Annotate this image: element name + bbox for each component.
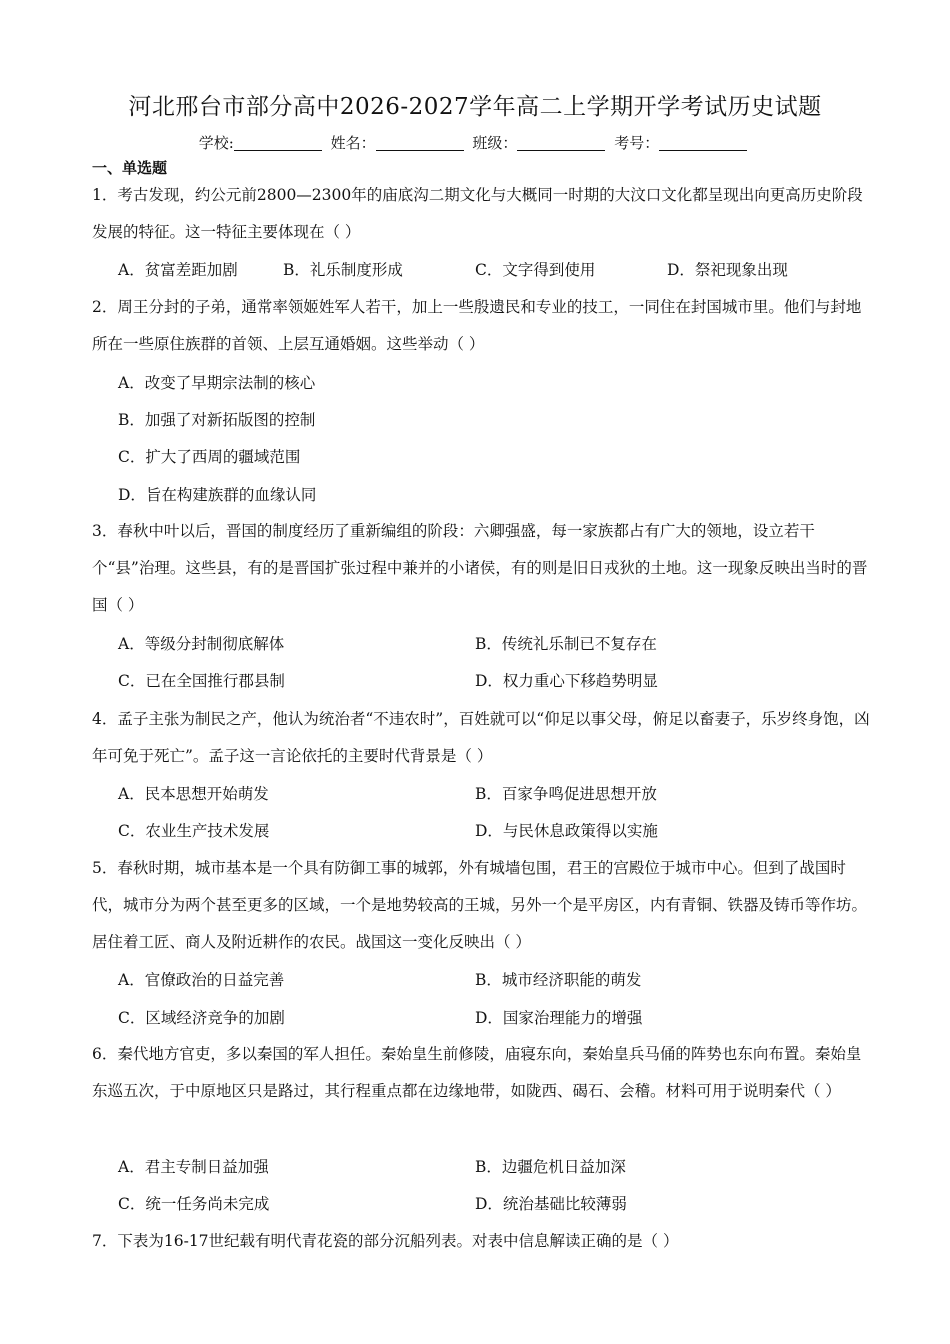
school-blank[interactable] <box>234 136 322 151</box>
school-label: 学校: <box>198 134 234 152</box>
q1-option-a[interactable]: A．贫富差距加剧 <box>118 261 238 279</box>
q4-option-a[interactable]: A．民本思想开始萌发 <box>118 785 269 803</box>
question-1-stem: 1．考古发现，约公元前2800—2300年的庙底沟二期文化与大概同一时期的大汶口文化都呈现出向更高历史阶段发展的特征。这一特征主要体现在（ ） <box>92 186 863 241</box>
q3-option-a[interactable]: A．等级分封制彻底解体 <box>118 635 285 653</box>
q6-option-c[interactable]: C．统一任务尚未完成 <box>118 1195 270 1213</box>
name-label: 姓名： <box>330 134 376 152</box>
section-heading: 一、单选题 <box>92 159 168 177</box>
q5-option-d[interactable]: D．国家治理能力的增强 <box>475 1009 643 1027</box>
q6-option-b[interactable]: B．边疆危机日益加深 <box>475 1158 626 1176</box>
q1-option-d[interactable]: D．祭祀现象出现 <box>667 261 788 279</box>
q2-option-d[interactable]: D．旨在构建族群的血缘认同 <box>118 486 317 504</box>
q3-option-d[interactable]: D．权力重心下移趋势明显 <box>475 672 658 690</box>
student-info-row <box>0 132 950 153</box>
question-5-stem: 5．春秋时期，城市基本是一个具有防御工事的城郭，外有城墙包围，君王的宫殿位于城市中心。但到了战国时代，城市分为两个甚至更多的区域，一个是地势较高的王城，另外一个是平房区，内有青铜、铁器及铸币等作坊。居住着工匠、商人及附近耕作的农民。战国这一变化反映出（ ） <box>92 859 868 951</box>
exam-number-blank[interactable] <box>659 136 747 151</box>
q6-option-a[interactable]: A．君主专制日益加强 <box>118 1158 269 1176</box>
q5-option-c[interactable]: C．区域经济竞争的加剧 <box>118 1009 285 1027</box>
q2-option-c[interactable]: C．扩大了西周的疆域范围 <box>118 448 301 466</box>
name-blank[interactable] <box>376 136 464 151</box>
question-6-stem: 6．秦代地方官吏，多以秦国的军人担任。秦始皇生前修陵，庙寝东向，秦始皇兵马俑的阵势也东向布置。秦始皇东巡五次，于中原地区只是路过，其行程重点都在边缘地带，如陇西、碣石、会稽。材料可用于说明秦代（ ） <box>92 1045 862 1100</box>
exam-number-label: 考号： <box>614 134 660 152</box>
exam-title: 河北邢台市部分高中2026-2027学年高二上学期开学考试历史试题 <box>128 94 822 120</box>
q5-option-a[interactable]: A．官僚政治的日益完善 <box>118 971 285 989</box>
q4-option-d[interactable]: D．与民休息政策得以实施 <box>475 822 658 840</box>
q6-option-d[interactable]: D．统治基础比较薄弱 <box>475 1195 627 1213</box>
q4-option-b[interactable]: B．百家争鸣促进思想开放 <box>475 785 657 803</box>
class-label: 班级： <box>472 134 518 152</box>
question-4-stem: 4．孟子主张为制民之产，他认为统治者“不违农时”，百姓就可以“仰足以事父母，俯足以畜妻子，乐岁终身饱，凶年可免于死亡”。孟子这一言论依托的主要时代背景是（ ） <box>92 710 870 765</box>
q3-option-c[interactable]: C．已在全国推行郡县制 <box>118 672 285 690</box>
question-7-stem: 7．下表为16-17世纪载有明代青花瓷的部分沉船列表。对表中信息解读正确的是（ ） <box>92 1232 679 1250</box>
q1-option-b[interactable]: B．礼乐制度形成 <box>283 261 403 279</box>
question-3-stem: 3．春秋中叶以后，晋国的制度经历了重新编组的阶段：六卿强盛，每一家族都占有广大的领地，设立若干个“县”治理。这些县，有的是晋国扩张过程中兼并的小诸侯，有的则是旧日戎狄的土地。这一现象反映出当时的晋国（ ） <box>92 522 868 614</box>
question-2-stem: 2．周王分封的子弟，通常率领姬姓军人若干，加上一些殷遗民和专业的技工，一同住在封国城市里。他们与封地所在一些原住族群的首领、上层互通婚姻。这些举动（ ） <box>92 298 862 353</box>
q2-option-b[interactable]: B．加强了对新拓版图的控制 <box>118 411 316 429</box>
class-blank[interactable] <box>517 136 605 151</box>
q4-option-c[interactable]: C．农业生产技术发展 <box>118 822 270 840</box>
q2-option-a[interactable]: A．改变了早期宗法制的核心 <box>118 374 316 392</box>
q5-option-b[interactable]: B．城市经济职能的萌发 <box>475 971 642 989</box>
q1-option-c[interactable]: C．文字得到使用 <box>475 261 596 279</box>
q3-option-b[interactable]: B．传统礼乐制已不复存在 <box>475 635 657 653</box>
